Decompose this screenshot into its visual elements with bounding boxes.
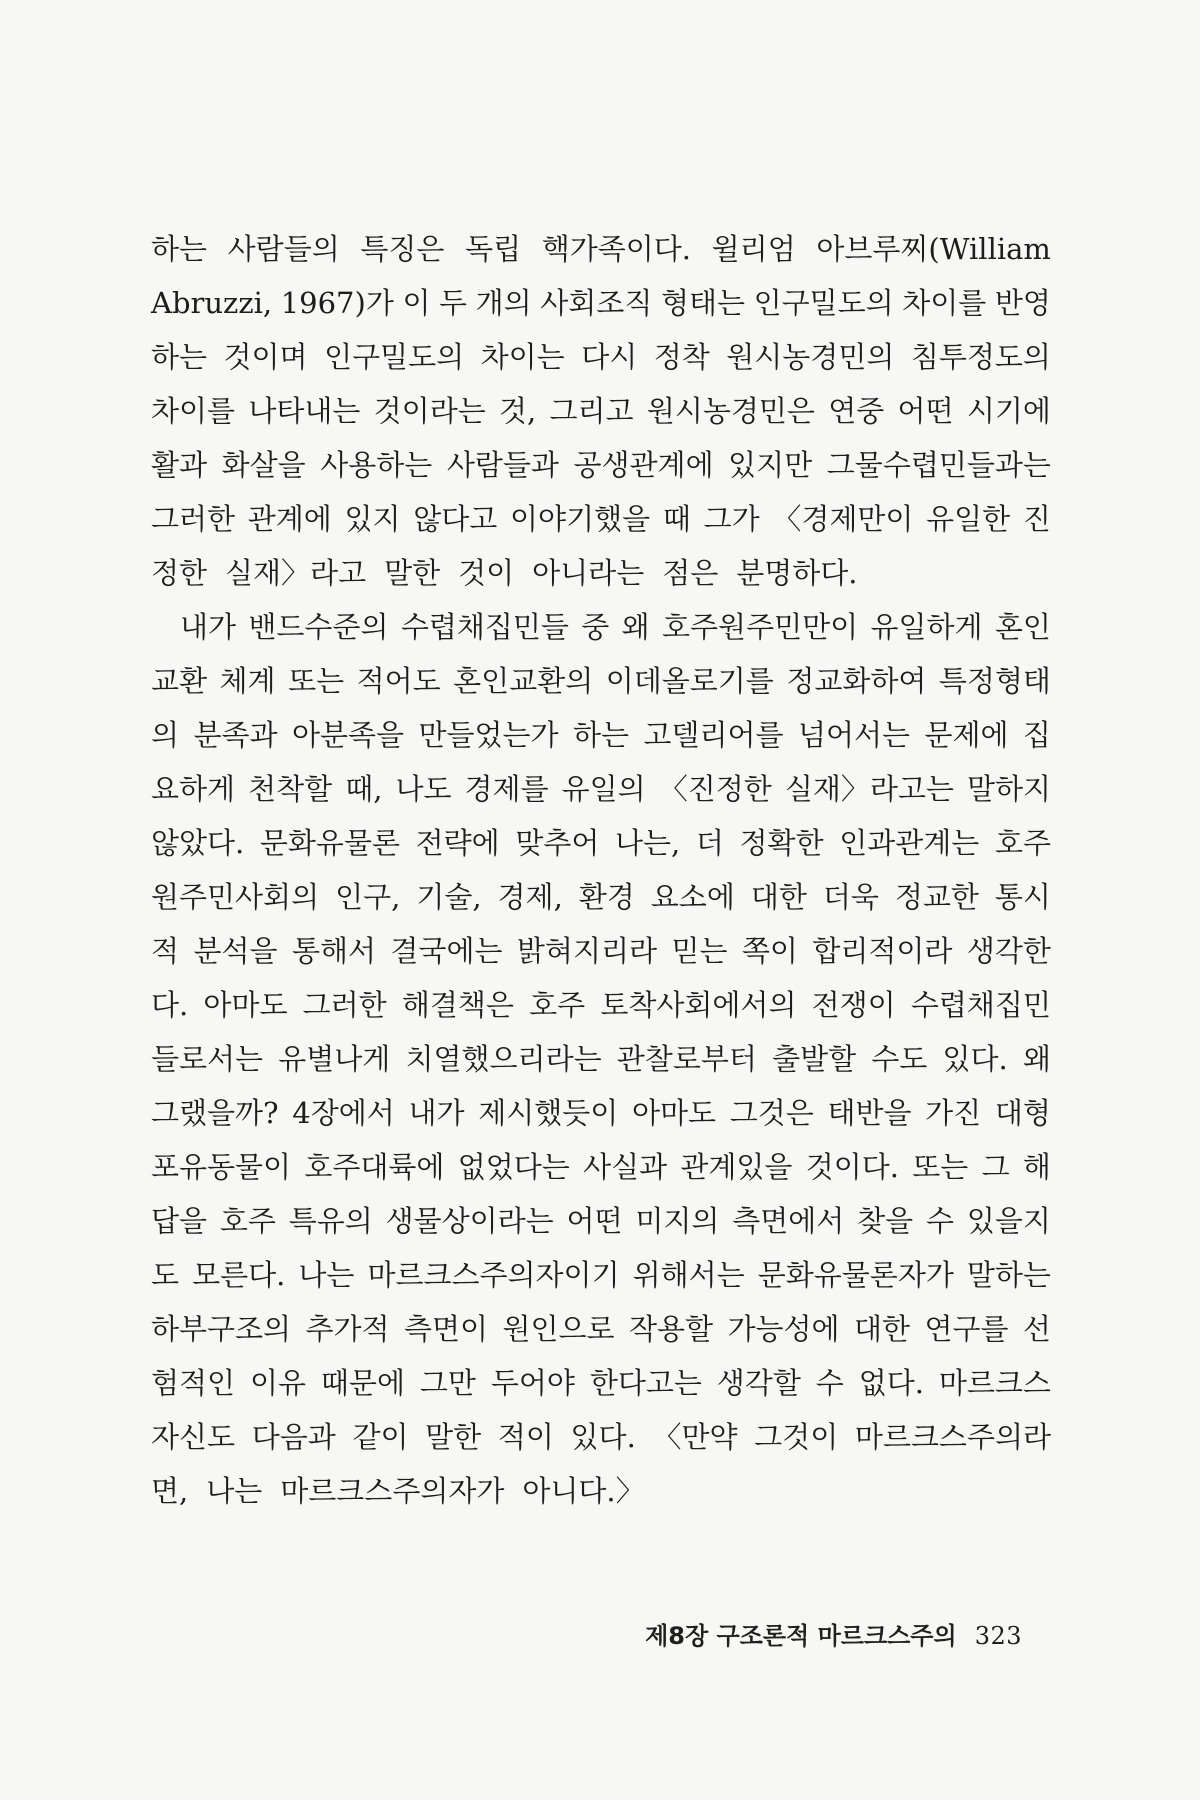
- text-word: 사실과: [583, 1150, 668, 1184]
- text-word: 관찰로부터: [616, 1042, 757, 1076]
- text-word: 작용할: [628, 1312, 714, 1346]
- text-word: 밴드수준의: [248, 610, 389, 644]
- text-word: 합리적이라: [812, 934, 953, 968]
- text-word: 자신도: [151, 1420, 236, 1454]
- text-word: 정확한: [739, 826, 824, 860]
- text-word: 믿는: [671, 934, 728, 968]
- text-word: 하는: [151, 340, 208, 374]
- text-word: 출발할: [772, 1042, 857, 1076]
- text-word: 호주: [994, 826, 1051, 860]
- text-word: 적이: [497, 1420, 554, 1454]
- text-word: 〈진정한: [658, 772, 772, 806]
- text-word: 관계에: [247, 502, 332, 536]
- text-word: 수: [926, 1204, 955, 1238]
- text-word: 인구,: [335, 880, 401, 914]
- text-word: 형태는: [660, 286, 745, 320]
- text-word: 화살을: [221, 448, 306, 482]
- text-word: 않았다.: [151, 826, 245, 860]
- text-word: 유일한: [926, 502, 1011, 536]
- text-word: 그랬을까?: [151, 1096, 279, 1130]
- text-word: 제시했듯이: [478, 1096, 619, 1130]
- text-word: 사람들의: [227, 232, 340, 266]
- text-word: 공생관계에: [573, 448, 714, 482]
- text-word: 내가: [151, 610, 237, 644]
- text-word: 있다.: [942, 1042, 1008, 1076]
- text-word: 대형: [994, 1096, 1051, 1130]
- text-word: 험적인: [151, 1366, 236, 1400]
- text-word: 고델리어를: [643, 718, 784, 752]
- text-word: 그물수렵민들과는: [826, 448, 1051, 482]
- text-word: 인구밀도의: [324, 340, 465, 374]
- text-word: 정한: [151, 556, 208, 590]
- text-word: 그: [981, 1150, 1010, 1184]
- text-word: 토착사회에서의: [600, 988, 797, 1022]
- text-word: 아마도: [631, 1096, 717, 1130]
- text-line-15: [151, 978, 1051, 1032]
- text-word: 사용하는: [320, 448, 433, 482]
- text-line-17: [151, 1086, 1051, 1140]
- text-word: 그러한: [302, 988, 387, 1022]
- text-word: 말하지: [966, 772, 1051, 806]
- text-word: 원시농경민은: [646, 394, 815, 428]
- text-word: 다음과: [251, 1420, 336, 1454]
- text-word: 없다.: [858, 1366, 924, 1400]
- text-word: 두: [439, 286, 468, 320]
- text-word: 아분족을: [291, 718, 404, 752]
- text-word: 4장에서: [292, 1096, 395, 1130]
- text-line-18: [151, 1140, 1051, 1194]
- text-word: 나는: [206, 1474, 263, 1508]
- text-word: 호주: [529, 988, 586, 1022]
- text-word: 그러한: [151, 502, 236, 536]
- text-word: 말한: [425, 1420, 482, 1454]
- text-word: 유일하게: [870, 610, 983, 644]
- text-word: 경제를: [464, 772, 549, 806]
- text-word: 요하게: [151, 772, 236, 806]
- text-word: 원인으로: [502, 1312, 615, 1346]
- text-word: 나는,: [615, 826, 681, 860]
- text-word: 해: [1022, 1150, 1051, 1184]
- text-word: 분족과: [193, 718, 278, 752]
- text-word: 독립: [465, 232, 522, 266]
- text-word: 해결책은: [401, 988, 514, 1022]
- text-word: 시기에: [966, 394, 1051, 428]
- text-word: 차이는: [480, 340, 565, 374]
- text-word: 들로서는: [151, 1042, 264, 1076]
- text-word: 특징은: [360, 232, 445, 266]
- text-word: 이데올로기를: [605, 664, 774, 698]
- text-word: 태반을: [827, 1096, 912, 1130]
- text-word: 두어야: [490, 1366, 575, 1400]
- text-word: 생각할: [716, 1366, 801, 1400]
- text-line-1: [151, 222, 1051, 276]
- text-word: 나타내는: [248, 394, 361, 428]
- text-word: 미지의: [635, 1204, 720, 1238]
- text-word: 차이를: [902, 286, 987, 320]
- text-word: 가능성에: [727, 1312, 840, 1346]
- text-word: 정교한: [894, 880, 979, 914]
- text-word: 〈만약: [652, 1420, 738, 1454]
- text-word: 교환: [151, 664, 208, 698]
- text-word: 맞추어: [515, 826, 600, 860]
- text-word: 점은: [662, 556, 719, 590]
- text-word: 위해서는: [632, 1258, 745, 1292]
- text-word: 그가: [703, 502, 760, 536]
- text-word: 수렵채집민: [910, 988, 1051, 1022]
- text-word: 진: [1022, 502, 1051, 536]
- text-line-13: [151, 870, 1051, 924]
- text-line-4: [151, 384, 1051, 438]
- text-word: 밝혀지리라: [516, 934, 657, 968]
- text-word: 이야기했을: [510, 502, 651, 536]
- text-line-22: [151, 1356, 1051, 1410]
- text-word: 다.: [151, 988, 189, 1022]
- text-word: 혼인교환의: [453, 664, 594, 698]
- text-word: 치열했으리라는: [405, 1042, 602, 1076]
- text-word: 〈경제만이: [772, 502, 914, 536]
- text-word: 원주민사회의: [151, 880, 320, 914]
- text-word: 호주대륙에: [304, 1150, 445, 1184]
- text-word: 아니다.〉: [522, 1474, 645, 1508]
- text-word: 결국에는: [390, 934, 503, 968]
- text-word: 개의: [475, 286, 532, 320]
- text-word: 호주원주민만이: [662, 610, 859, 644]
- text-word: 인구밀도의: [753, 286, 894, 320]
- text-word: 특정형태: [938, 664, 1051, 698]
- text-word: 생각한: [966, 934, 1051, 968]
- text-word: 쪽이: [741, 934, 798, 968]
- text-word: 유별나게: [278, 1042, 391, 1076]
- text-word: 내가: [408, 1096, 465, 1130]
- text-word: 때,: [345, 772, 383, 806]
- text-word: 천착할: [248, 772, 333, 806]
- text-word: 없었다는: [457, 1150, 570, 1184]
- text-word: 넘어서는: [797, 718, 910, 752]
- text-word: 왜: [1022, 1042, 1051, 1076]
- text-word: 하는: [572, 718, 629, 752]
- text-line-14: [151, 924, 1051, 978]
- text-word: 것,: [499, 394, 537, 428]
- text-word: 수도: [871, 1042, 928, 1076]
- text-word: 더: [695, 826, 724, 860]
- text-word: 적어도: [356, 664, 441, 698]
- text-word: 핵가족이다.: [541, 232, 692, 266]
- text-word: 정교화하여: [786, 664, 927, 698]
- text-word: 있지만: [728, 448, 813, 482]
- text-word: 관계있을: [680, 1150, 793, 1184]
- text-word: 때문에: [320, 1366, 405, 1400]
- text-word: 추가적: [305, 1312, 390, 1346]
- text-line-23: [151, 1410, 1051, 1464]
- text-line-7: [151, 546, 1051, 600]
- text-word: 왜: [621, 610, 650, 644]
- text-word: 문화유물론: [259, 826, 400, 860]
- text-word: 중: [581, 610, 610, 644]
- text-word: 전략에: [415, 826, 500, 860]
- text-word: 아니라는: [532, 556, 645, 590]
- text-word: 분석을: [193, 934, 278, 968]
- text-word: 혼인: [994, 610, 1051, 644]
- text-word: 있지: [344, 502, 401, 536]
- text-line-2: [151, 276, 1051, 330]
- text-word: 환경: [578, 880, 635, 914]
- text-line-19: [151, 1194, 1051, 1248]
- text-word: 차이를: [151, 394, 236, 428]
- text-word: 경제,: [497, 880, 563, 914]
- text-word: 나는: [298, 1258, 355, 1292]
- text-word: 1967)가: [280, 286, 394, 320]
- text-word: 그리고: [549, 394, 634, 428]
- text-word: 하는: [151, 232, 208, 266]
- text-word: 집: [1022, 718, 1051, 752]
- text-word: 더욱: [822, 880, 879, 914]
- text-word: 문제에: [924, 718, 1009, 752]
- text-word: 유일의: [561, 772, 646, 806]
- text-word: 면,: [151, 1474, 189, 1508]
- text-line-5: [151, 438, 1051, 492]
- text-word: 것이다.: [805, 1150, 899, 1184]
- text-word: 반영: [994, 286, 1051, 320]
- text-word: 연구를: [924, 1312, 1009, 1346]
- text-line-11: [151, 762, 1051, 816]
- text-word: 윌리엄: [711, 232, 796, 266]
- text-word: 측면이: [404, 1312, 489, 1346]
- page-number: 323: [974, 1622, 1022, 1650]
- text-word: 마르크스주의라: [854, 1420, 1051, 1454]
- text-word: 있을지: [966, 1204, 1051, 1238]
- text-word: 만들었는가: [418, 718, 559, 752]
- text-word: 선: [1022, 1312, 1051, 1346]
- text-word: 대한: [750, 880, 807, 914]
- text-word: 생물상이라는: [385, 1204, 554, 1238]
- text-word: 침투정도의: [910, 340, 1051, 374]
- text-line-8: [151, 600, 1051, 654]
- text-word: 그것이: [754, 1420, 839, 1454]
- text-word: 것이며: [223, 340, 308, 374]
- text-line-6: [151, 492, 1051, 546]
- text-word: 나도: [395, 772, 452, 806]
- text-word: 않다고: [413, 502, 498, 536]
- text-line-21: [151, 1302, 1051, 1356]
- text-word: 말하는: [966, 1258, 1051, 1292]
- text-word: 활과: [151, 448, 208, 482]
- text-word: 마르크스주의자가: [280, 1474, 505, 1508]
- text-word: 아브루찌(William: [816, 232, 1051, 266]
- text-word: 모른다.: [192, 1258, 286, 1292]
- text-word: 인과관계는: [839, 826, 980, 860]
- text-word: 것이라는: [373, 394, 486, 428]
- text-word: 기술,: [416, 880, 482, 914]
- text-word: 호주: [219, 1204, 276, 1238]
- text-word: 또는: [288, 664, 345, 698]
- text-word: 정착: [653, 340, 710, 374]
- text-word: 그것은: [729, 1096, 814, 1130]
- text-word: 마르크스주의자이기: [367, 1258, 620, 1292]
- text-word: 요소에: [650, 880, 735, 914]
- text-word: 통해서: [291, 934, 376, 968]
- text-word: 의: [151, 718, 180, 752]
- text-word: 분명하다.: [736, 556, 858, 590]
- text-line-20: [151, 1248, 1051, 1302]
- chapter-running-head: 제8장 구조론적 마르크스주의: [645, 1622, 957, 1650]
- text-word: 체계: [219, 664, 276, 698]
- text-word: 사람들과: [446, 448, 559, 482]
- text-word: 것이: [458, 556, 515, 590]
- text-word: 때: [662, 502, 691, 536]
- text-word: 찾을: [857, 1204, 914, 1238]
- text-word: 원시농경민의: [726, 340, 895, 374]
- text-word: 어떤: [897, 394, 954, 428]
- text-word: 마르크스: [938, 1366, 1051, 1400]
- text-word: 실재〉라고: [225, 556, 367, 590]
- text-word: 사회조직: [540, 286, 653, 320]
- text-word: 실재〉라고는: [784, 772, 954, 806]
- text-word: 수: [815, 1366, 844, 1400]
- text-word: 전쟁이: [811, 988, 896, 1022]
- text-word: 어떤: [566, 1204, 623, 1238]
- body-text: [151, 222, 1051, 1518]
- text-word: 적: [151, 934, 180, 968]
- text-word: 이유: [249, 1366, 306, 1400]
- text-line-9: [151, 654, 1051, 708]
- text-word: 대한: [853, 1312, 910, 1346]
- page-footer: [645, 1616, 1022, 1651]
- text-word: 있다.: [570, 1420, 636, 1454]
- text-word: 이: [402, 286, 431, 320]
- text-word: 그만: [419, 1366, 476, 1400]
- text-word: 통시: [994, 880, 1051, 914]
- text-word: 한다고는: [589, 1366, 702, 1400]
- text-word: 도: [151, 1258, 180, 1292]
- text-word: 다시: [581, 340, 638, 374]
- text-word: 답을: [151, 1204, 208, 1238]
- text-word: 측면에서: [732, 1204, 845, 1238]
- text-word: 특유의: [288, 1204, 373, 1238]
- text-line-3: [151, 330, 1051, 384]
- text-line-12: [151, 816, 1051, 870]
- text-word: 말한: [384, 556, 441, 590]
- text-word: 또는: [912, 1150, 969, 1184]
- text-line-10: [151, 708, 1051, 762]
- text-word: Abruzzi,: [151, 286, 273, 320]
- text-word: 포유동물이: [151, 1150, 292, 1184]
- text-word: 문화유물론자가: [757, 1258, 954, 1292]
- text-line-24: [151, 1464, 1051, 1518]
- text-line-16: [151, 1032, 1051, 1086]
- text-word: 하부구조의: [151, 1312, 292, 1346]
- text-word: 가진: [925, 1096, 982, 1130]
- text-word: 같이: [352, 1420, 409, 1454]
- text-word: 아마도: [203, 988, 288, 1022]
- text-word: 수렵채집민들: [400, 610, 569, 644]
- text-word: 연중: [828, 394, 885, 428]
